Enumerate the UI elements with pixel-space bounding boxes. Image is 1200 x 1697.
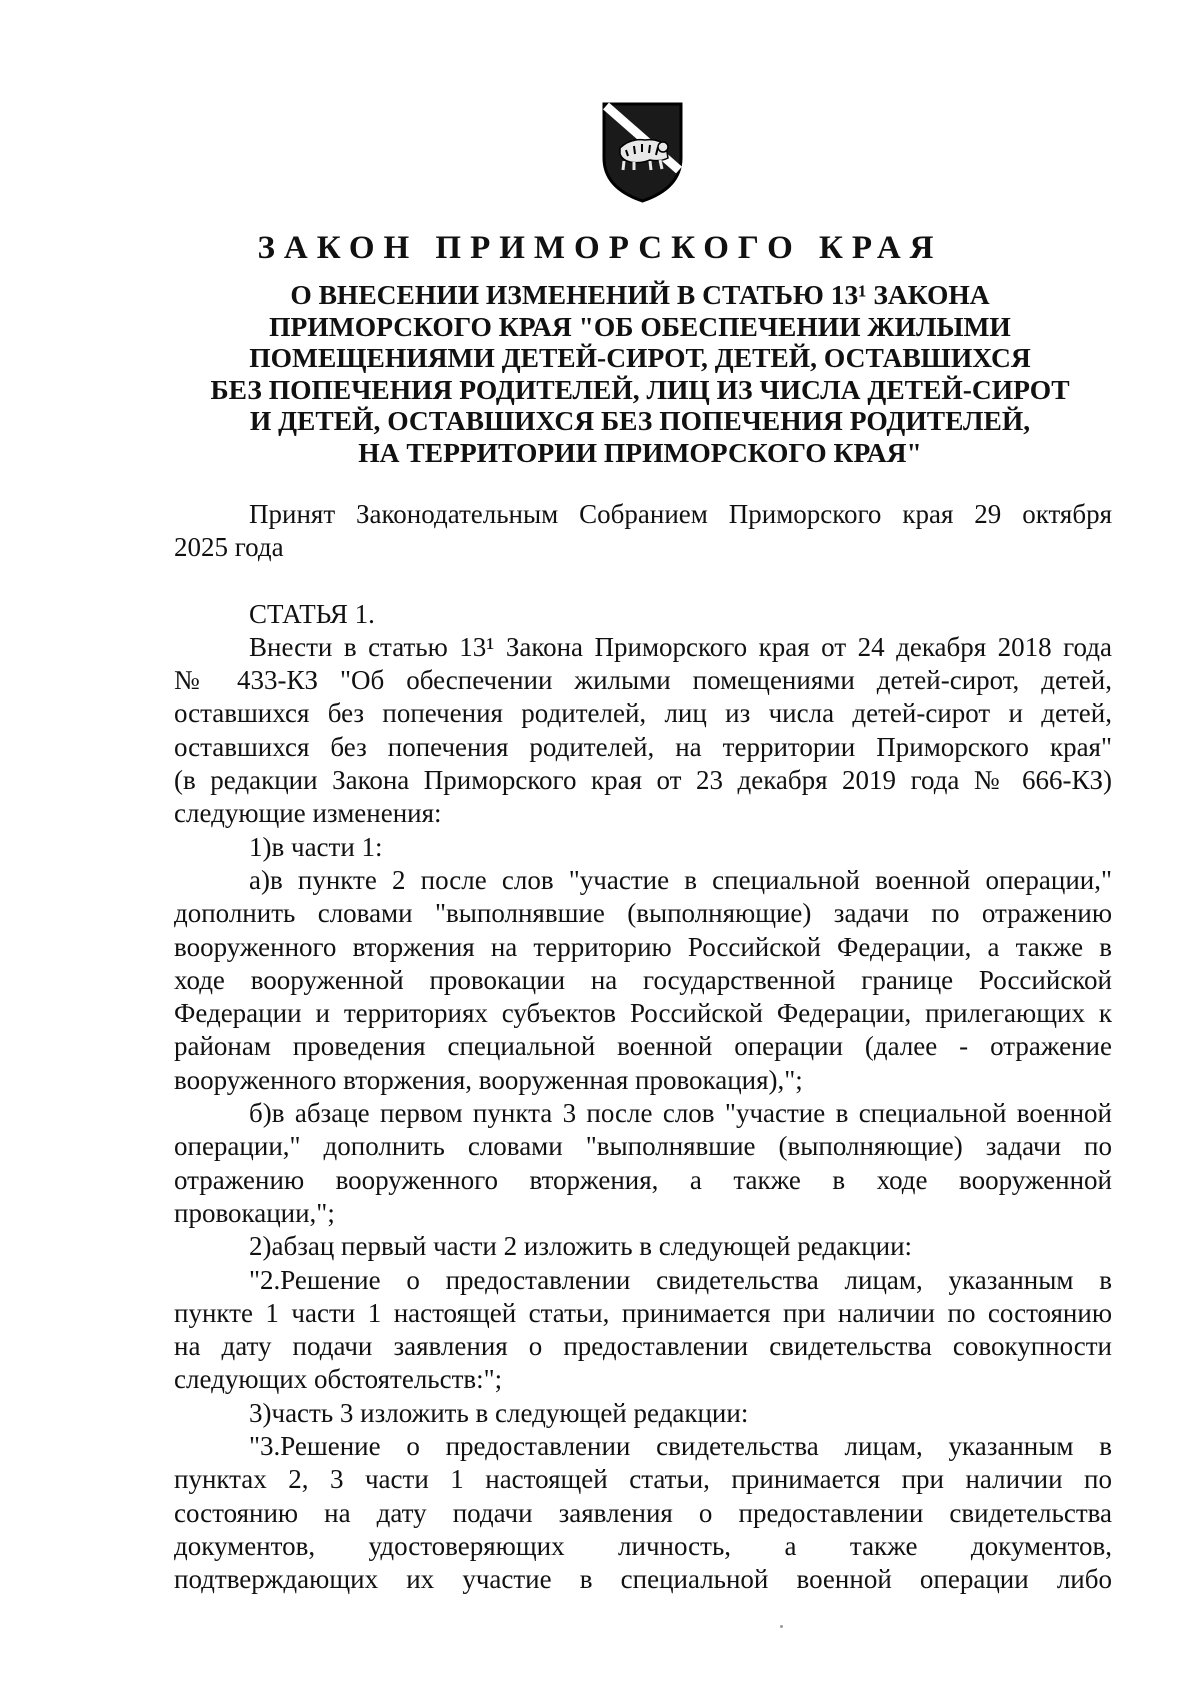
text-line: следующие изменения:: [174, 798, 442, 829]
text-line: № 433-КЗ "Об обеспечении жилыми помещениями детей-сирот, детей,: [174, 665, 1112, 696]
text-line: оставшихся без попечения родителей, лиц из числа детей-сирот и детей,: [174, 698, 1112, 729]
text-line: ходе вооруженной провокации на государственной границе Российской: [174, 964, 1112, 995]
text-line: подтверждающих их участие в специальной военной операции либо: [174, 1564, 1112, 1595]
text-line: следующих обстоятельств:";: [174, 1364, 503, 1395]
text-line: состоянию на дату подачи заявления о предоставлении свидетельства: [174, 1497, 1112, 1528]
text-line: Федерации и территориях субъектов Российской Федерации, прилегающих к: [174, 998, 1112, 1029]
subtitle-line: ПОМЕЩЕНИЯМИ ДЕТЕЙ-СИРОТ, ДЕТЕЙ, ОСТАВШИХСЯ: [249, 342, 1031, 373]
scan-speck: [780, 1625, 783, 1628]
subtitle-line: ПРИМОРСКОГО КРАЯ "ОБ ОБЕСПЕЧЕНИИ ЖИЛЫМИ: [269, 310, 1011, 342]
text-line: провокации,";: [174, 1197, 335, 1228]
text-line: б)в абзаце первом пункта 3 после слов "участие в специальной военной: [249, 1098, 1112, 1129]
subtitle-line: И ДЕТЕЙ, ОСТАВШИХСЯ БЕЗ ПОПЕЧЕНИЯ РОДИТЕЛЕЙ,: [249, 405, 1031, 436]
subtitle-line: БЕЗ ПОПЕЧЕНИЯ РОДИТЕЛЕЙ, ЛИЦ ИЗ ЧИСЛА ДЕТЕЙ-СИРОТ: [210, 373, 1070, 405]
text-line: пунктах 2, 3 части 1 настоящей статьи, принимается при наличии по: [174, 1464, 1112, 1495]
law-subtitle: [170, 279, 1110, 468]
coat-of-arms-emblem: [600, 100, 685, 205]
document-body: [174, 498, 1112, 1597]
text-line: отражению вооруженного вторжения, а также в ходе вооруженной: [174, 1164, 1112, 1195]
text-line: операции," дополнить словами "выполнявшие (выполняющие) задачи по: [174, 1131, 1112, 1162]
text-line: а)в пункте 2 после слов "участие в специальной военной операции,": [249, 864, 1112, 895]
text-line: 1)в части 1:: [249, 831, 383, 862]
text-line: 2)абзац первый части 2 изложить в следующей редакции:: [249, 1231, 913, 1262]
text-line: документов, удостоверяющих личность, а также документов,: [174, 1530, 1112, 1561]
text-line: "2.Решение о предоставлении свидетельства лицам, указанным в: [249, 1264, 1112, 1295]
text-line: (в редакции Закона Приморского края от 23 декабря 2019 года № 666-КЗ): [174, 765, 1112, 796]
subtitle-line: О ВНЕСЕНИИ ИЗМЕНЕНИЙ В СТАТЬЮ 13¹ ЗАКОНА: [290, 279, 990, 310]
text-line: 3)часть 3 изложить в следующей редакции:: [249, 1397, 749, 1428]
text-line: пункте 1 части 1 настоящей статьи, принимается при наличии по состоянию: [174, 1297, 1112, 1328]
article-heading: СТАТЬЯ 1.: [249, 598, 375, 629]
text-line: оставшихся без попечения родителей, на территории Приморского края": [174, 731, 1112, 762]
law-title: ЗАКОН ПРИМОРСКОГО КРАЯ: [257, 230, 943, 266]
text-line: "3.Решение о предоставлении свидетельства лицам, указанным в: [249, 1431, 1112, 1462]
text-line: дополнить словами "выполнявшие (выполняющие) задачи по отражению: [174, 898, 1112, 929]
adoption-line: 2025 года: [174, 532, 284, 563]
adoption-line: Принят Законодательным Собранием Приморского края 29 октября: [249, 499, 1112, 529]
text-line: вооруженного вторжения на территорию Российской Федерации, а также в: [174, 931, 1112, 962]
subtitle-line: НА ТЕРРИТОРИИ ПРИМОРСКОГО КРАЯ": [358, 436, 922, 468]
text-line: вооруженного вторжения, вооруженная провокация),";: [174, 1064, 803, 1095]
text-line: на дату подачи заявления о предоставлении свидетельства совокупности: [174, 1331, 1112, 1362]
text-line: Внести в статью 13¹ Закона Приморского края от 24 декабря 2018 года: [249, 631, 1112, 662]
text-line: районам проведения специальной военной операции (далее - отражение: [174, 1031, 1112, 1062]
